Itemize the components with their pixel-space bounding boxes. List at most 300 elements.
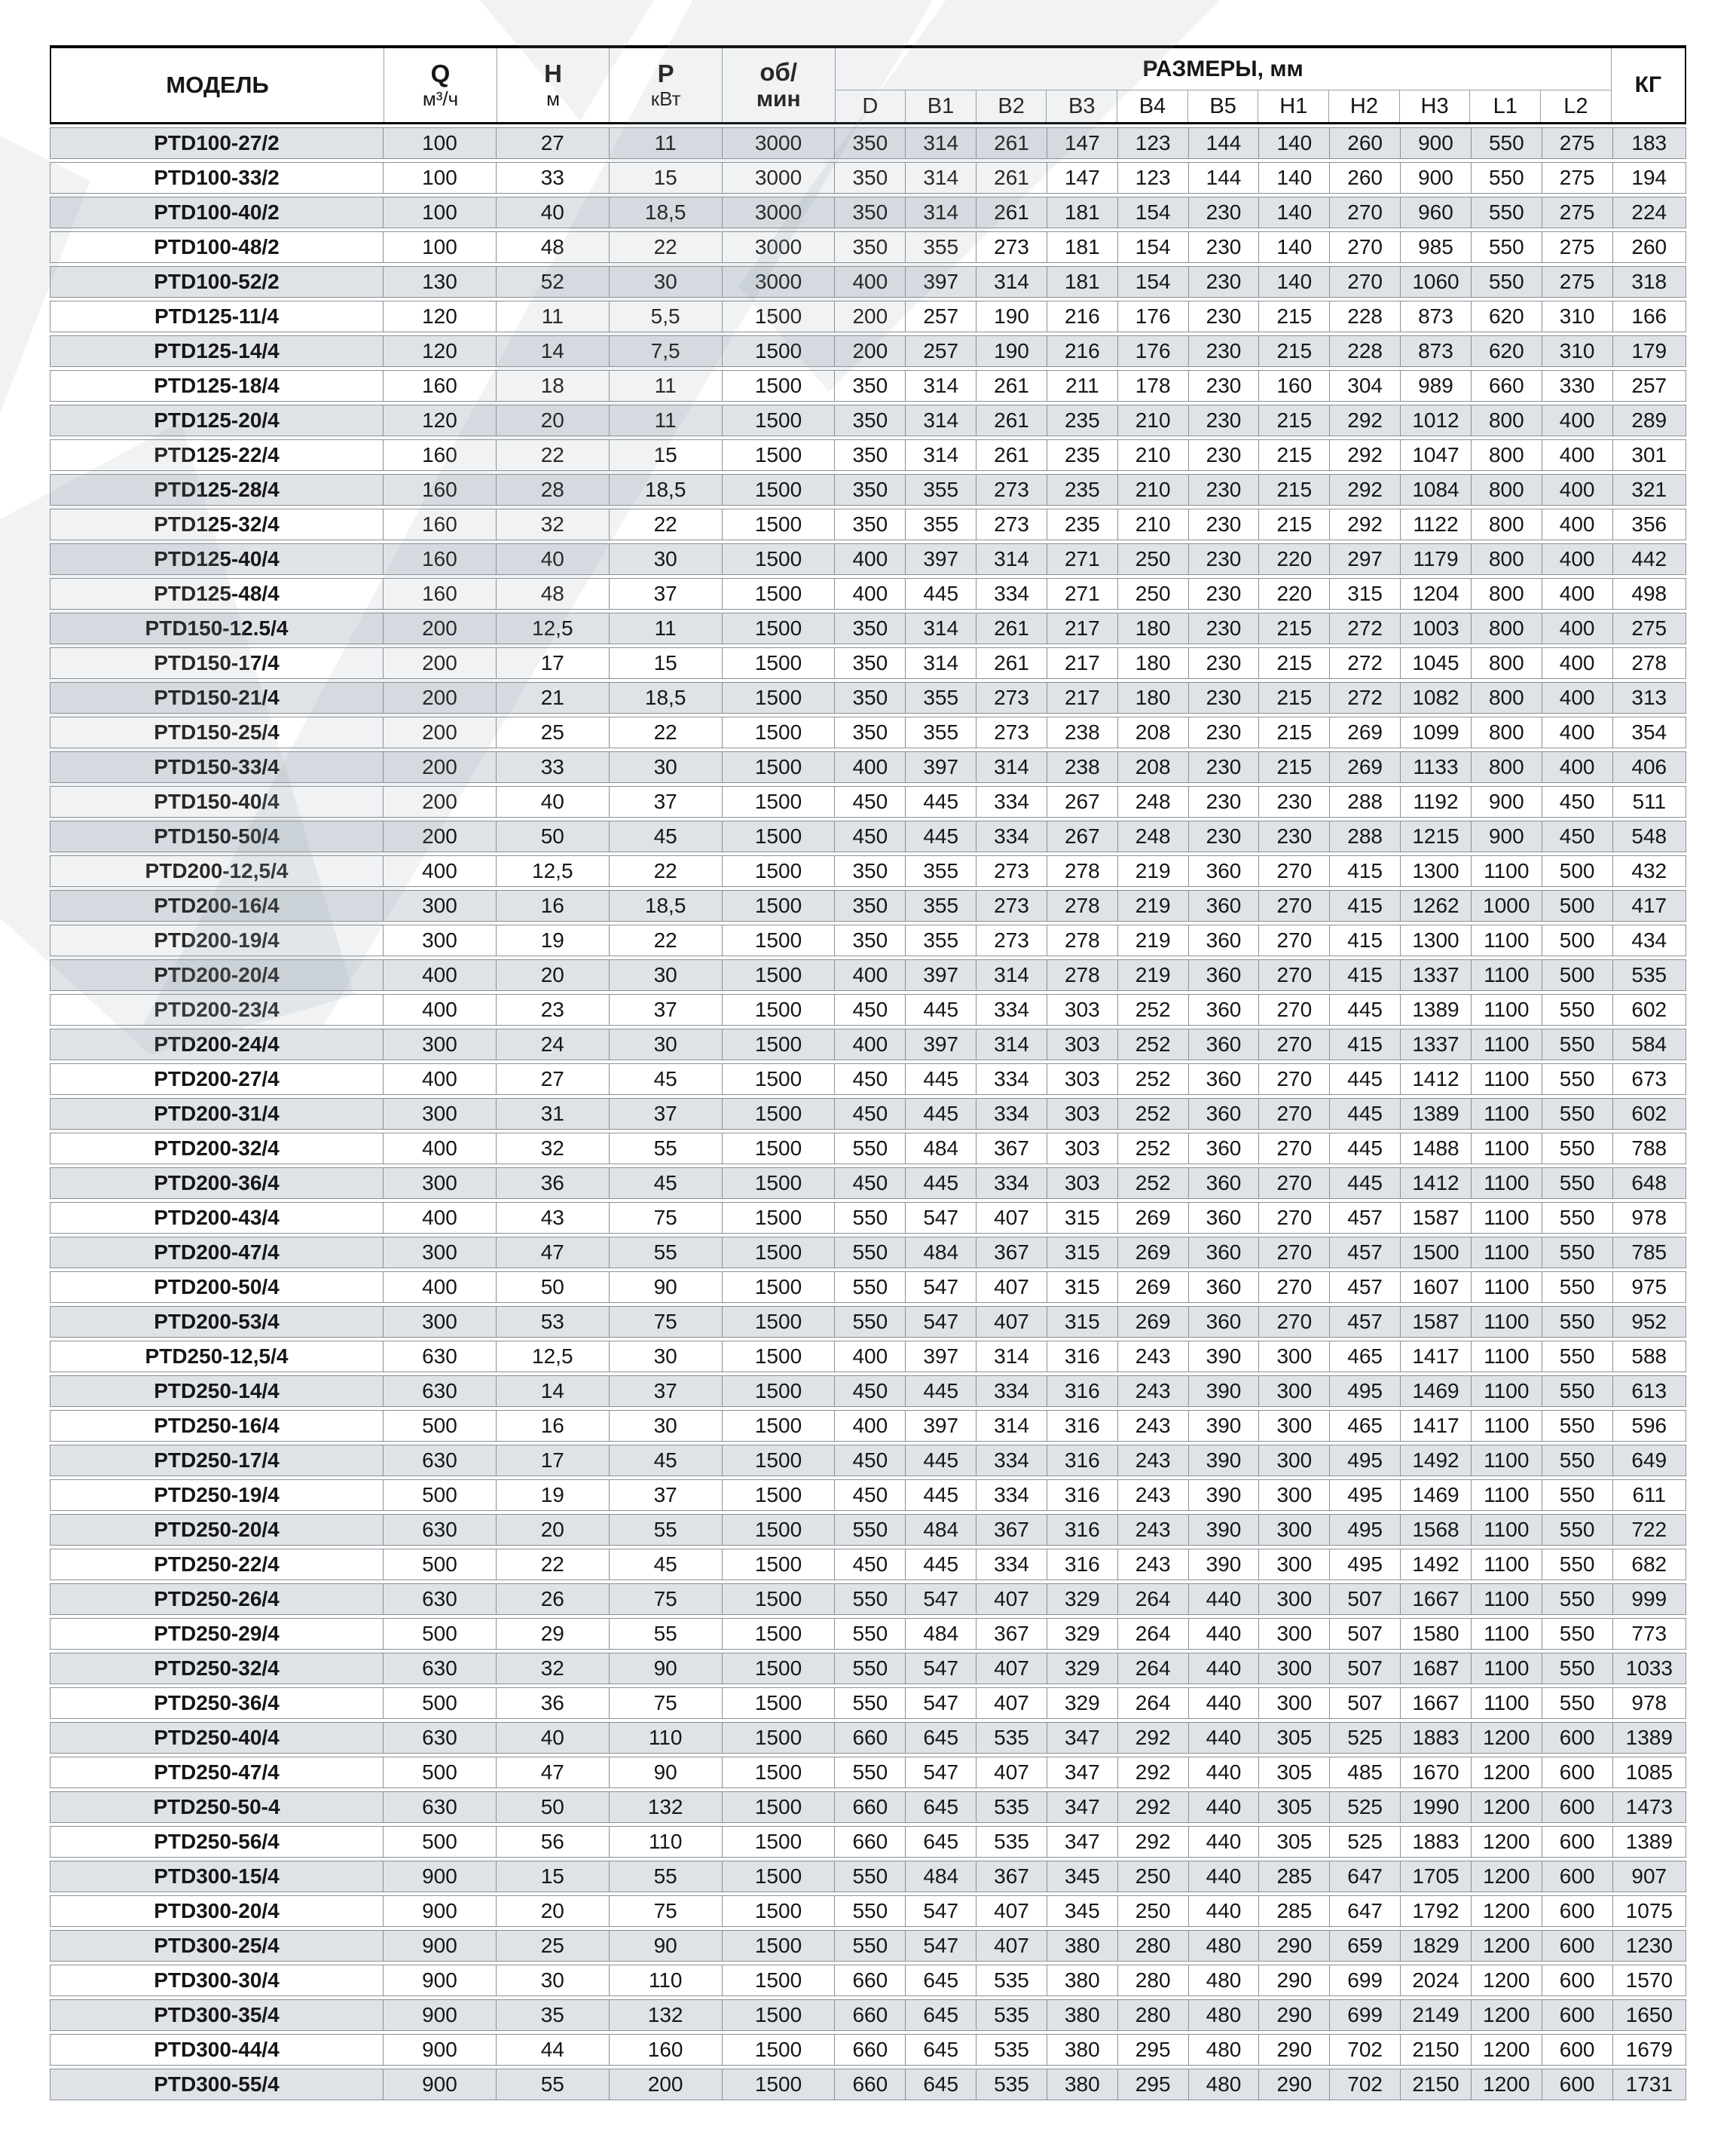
value-cell: 270 (1258, 1167, 1329, 1199)
value-cell: 800 (1471, 647, 1542, 679)
value-cell: 334 (976, 1375, 1047, 1407)
value-cell: 440 (1188, 1618, 1259, 1650)
table-row (50, 647, 1686, 679)
table-row (50, 197, 1686, 228)
value-cell: 110 (609, 1722, 722, 1754)
value-cell: 450 (834, 1375, 905, 1407)
value-cell: 547 (905, 1202, 976, 1234)
value-cell: 442 (1612, 543, 1686, 575)
value-cell: 1607 (1400, 1271, 1471, 1303)
value-cell: 1100 (1471, 959, 1542, 991)
value-cell: 1500 (722, 1895, 835, 1927)
value-cell: 310 (1542, 301, 1612, 332)
value-cell: 303 (1047, 1029, 1117, 1060)
value-cell: 400 (1542, 509, 1612, 540)
value-cell: 154 (1117, 231, 1188, 263)
value-cell: 215 (1258, 717, 1329, 748)
value-cell: 215 (1258, 335, 1329, 367)
column-header-b4: B4 (1117, 90, 1187, 122)
value-cell: 535 (976, 1826, 1047, 1858)
value-cell: 267 (1047, 786, 1117, 818)
model-cell: PTD250-40/4 (50, 1722, 383, 1754)
value-cell: 400 (834, 543, 905, 575)
value-cell: 465 (1329, 1341, 1400, 1372)
value-cell: 314 (976, 543, 1047, 575)
value-cell: 550 (834, 1895, 905, 1927)
value-cell: 550 (1542, 1653, 1612, 1684)
value-cell: 278 (1047, 855, 1117, 887)
value-cell: 250 (1117, 1895, 1188, 1927)
value-cell: 1829 (1400, 1930, 1471, 1962)
table-row (50, 2034, 1686, 2066)
value-cell: 290 (1258, 2034, 1329, 2066)
value-cell: 216 (1047, 335, 1117, 367)
value-cell: 584 (1612, 1029, 1686, 1060)
value-cell: 1100 (1471, 1237, 1542, 1268)
value-cell: 985 (1400, 231, 1471, 263)
value-cell: 243 (1117, 1341, 1188, 1372)
value-cell: 457 (1329, 1306, 1400, 1338)
value-cell: 550 (1542, 1479, 1612, 1511)
value-cell: 1679 (1612, 2034, 1686, 2066)
value-cell: 900 (383, 1895, 496, 1927)
value-cell: 1417 (1400, 1341, 1471, 1372)
value-cell: 407 (976, 1202, 1047, 1234)
value-cell: 500 (383, 1410, 496, 1442)
value-cell: 500 (383, 1826, 496, 1858)
value-cell: 1500 (722, 890, 835, 922)
value-cell: 1731 (1612, 2069, 1686, 2100)
value-cell: 5,5 (609, 301, 722, 332)
value-cell: 47 (496, 1757, 609, 1788)
value-cell: 600 (1542, 1791, 1612, 1823)
value-cell: 1100 (1471, 1133, 1542, 1164)
value-cell: 702 (1329, 2034, 1400, 2066)
value-cell: 440 (1188, 1653, 1259, 1684)
value-cell: 292 (1329, 405, 1400, 436)
value-cell: 1337 (1400, 1029, 1471, 1060)
value-cell: 55 (609, 1237, 722, 1268)
value-cell: 31 (496, 1098, 609, 1130)
value-cell: 1500 (722, 1410, 835, 1442)
value-cell: 800 (1471, 717, 1542, 748)
value-cell: 53 (496, 1306, 609, 1338)
value-cell: 215 (1258, 509, 1329, 540)
table-row (50, 509, 1686, 540)
value-cell: 11 (496, 301, 609, 332)
value-cell: 176 (1117, 301, 1188, 332)
value-cell: 1100 (1471, 994, 1542, 1026)
value-cell: 900 (383, 1861, 496, 1892)
value-cell: 123 (1117, 127, 1188, 159)
value-cell: 350 (834, 613, 905, 644)
value-cell: 800 (1471, 543, 1542, 575)
value-cell: 45 (609, 1063, 722, 1095)
model-cell: PTD250-36/4 (50, 1687, 383, 1719)
value-cell: 347 (1047, 1722, 1117, 1754)
value-cell: 355 (905, 890, 976, 922)
model-cell: PTD200-23/4 (50, 994, 383, 1026)
value-cell: 50 (496, 1791, 609, 1823)
value-cell: 400 (1542, 474, 1612, 506)
value-cell: 300 (1258, 1653, 1329, 1684)
value-cell: 334 (976, 1445, 1047, 1476)
value-cell: 260 (1612, 231, 1686, 263)
value-cell: 400 (834, 266, 905, 298)
value-cell: 50 (496, 821, 609, 852)
value-cell: 305 (1258, 1722, 1329, 1754)
value-cell: 1500 (722, 1930, 835, 1962)
value-cell: 1500 (722, 1306, 835, 1338)
value-cell: 873 (1400, 301, 1471, 332)
value-cell: 29 (496, 1618, 609, 1650)
value-cell: 47 (496, 1237, 609, 1268)
value-cell: 20 (496, 405, 609, 436)
value-cell: 360 (1188, 1271, 1259, 1303)
value-cell: 1500 (722, 1583, 835, 1615)
table-row (50, 1271, 1686, 1303)
value-cell: 334 (976, 1063, 1047, 1095)
value-cell: 495 (1329, 1445, 1400, 1476)
value-cell: 1500 (722, 1826, 835, 1858)
value-cell: 27 (496, 127, 609, 159)
model-cell: PTD150-33/4 (50, 751, 383, 783)
value-cell: 230 (1188, 543, 1259, 575)
value-cell: 160 (383, 578, 496, 610)
value-cell: 800 (1471, 474, 1542, 506)
value-cell: 15 (496, 1861, 609, 1892)
value-cell: 1792 (1400, 1895, 1471, 1927)
value-cell: 303 (1047, 1133, 1117, 1164)
value-cell: 1082 (1400, 682, 1471, 714)
value-cell: 22 (609, 925, 722, 956)
value-cell: 300 (383, 1306, 496, 1338)
value-cell: 305 (1258, 1791, 1329, 1823)
value-cell: 261 (976, 647, 1047, 679)
value-cell: 440 (1188, 1826, 1259, 1858)
value-cell: 1100 (1471, 1063, 1542, 1095)
value-cell: 480 (1188, 1965, 1259, 1996)
value-cell: 660 (834, 2034, 905, 2066)
value-cell: 3000 (722, 162, 835, 194)
value-cell: 75 (609, 1306, 722, 1338)
value-cell: 450 (834, 821, 905, 852)
value-cell: 600 (1542, 1722, 1612, 1754)
value-cell: 1084 (1400, 474, 1471, 506)
value-cell: 252 (1117, 1063, 1188, 1095)
value-cell: 400 (1542, 405, 1612, 436)
value-cell: 269 (1329, 717, 1400, 748)
value-cell: 2150 (1400, 2069, 1471, 2100)
value-cell: 390 (1188, 1410, 1259, 1442)
value-cell: 1500 (722, 786, 835, 818)
value-cell: 295 (1117, 2069, 1188, 2100)
value-cell: 100 (383, 231, 496, 263)
value-cell: 23 (496, 994, 609, 1026)
value-cell: 550 (834, 1271, 905, 1303)
value-cell: 611 (1612, 1479, 1686, 1511)
value-cell: 500 (383, 1687, 496, 1719)
value-cell: 350 (834, 405, 905, 436)
value-cell: 1500 (722, 1965, 835, 1996)
value-cell: 699 (1329, 1965, 1400, 1996)
value-cell: 390 (1188, 1514, 1259, 1546)
value-cell: 1580 (1400, 1618, 1471, 1650)
value-cell: 550 (834, 1133, 905, 1164)
value-cell: 1100 (1471, 1341, 1542, 1372)
value-cell: 1047 (1400, 439, 1471, 471)
value-cell: 350 (834, 474, 905, 506)
value-cell: 550 (834, 1757, 905, 1788)
value-cell: 30 (609, 543, 722, 575)
model-cell: PTD300-55/4 (50, 2069, 383, 2100)
value-cell: 588 (1612, 1341, 1686, 1372)
value-cell: 55 (609, 1861, 722, 1892)
value-cell: 1500 (722, 1133, 835, 1164)
value-cell: 270 (1258, 1098, 1329, 1130)
value-cell: 1500 (722, 1167, 835, 1199)
value-cell: 649 (1612, 1445, 1686, 1476)
value-cell: 269 (1117, 1237, 1188, 1268)
value-cell: 550 (1471, 162, 1542, 194)
value-cell: 978 (1612, 1202, 1686, 1234)
value-cell: 18,5 (609, 890, 722, 922)
value-cell: 228 (1329, 335, 1400, 367)
value-cell: 380 (1047, 2034, 1117, 2066)
value-cell: 33 (496, 162, 609, 194)
value-cell: 30 (609, 1410, 722, 1442)
value-cell: 252 (1117, 1029, 1188, 1060)
value-cell: 1389 (1400, 1098, 1471, 1130)
value-cell: 261 (976, 127, 1047, 159)
column-header-b5: B5 (1187, 90, 1258, 122)
table-row (50, 613, 1686, 644)
value-cell: 75 (609, 1202, 722, 1234)
value-cell: 630 (383, 1653, 496, 1684)
value-cell: 21 (496, 682, 609, 714)
table-row (50, 1757, 1686, 1788)
value-cell: 3000 (722, 127, 835, 159)
value-cell: 219 (1117, 890, 1188, 922)
model-cell: PTD250-22/4 (50, 1549, 383, 1580)
value-cell: 400 (1542, 682, 1612, 714)
value-cell: 300 (1258, 1375, 1329, 1407)
value-cell: 230 (1188, 647, 1259, 679)
value-cell: 873 (1400, 335, 1471, 367)
value-cell: 12,5 (496, 855, 609, 887)
value-cell: 445 (905, 1479, 976, 1511)
value-cell: 350 (834, 439, 905, 471)
value-cell: 484 (905, 1514, 976, 1546)
value-cell: 16 (496, 890, 609, 922)
value-cell: 217 (1047, 682, 1117, 714)
value-cell: 334 (976, 578, 1047, 610)
value-cell: 16 (496, 1410, 609, 1442)
value-cell: 37 (609, 578, 722, 610)
value-cell: 160 (383, 543, 496, 575)
value-cell: 525 (1329, 1791, 1400, 1823)
value-cell: 645 (905, 2069, 976, 2100)
model-cell: PTD150-21/4 (50, 682, 383, 714)
value-cell: 1500 (722, 1791, 835, 1823)
value-cell: 300 (1258, 1687, 1329, 1719)
h-unit: м (546, 87, 560, 110)
value-cell: 270 (1258, 925, 1329, 956)
table-row (50, 1549, 1686, 1580)
value-cell: 292 (1329, 509, 1400, 540)
value-cell: 432 (1612, 855, 1686, 887)
value-cell: 217 (1047, 647, 1117, 679)
value-cell: 1500 (722, 1341, 835, 1372)
table-row (50, 682, 1686, 714)
value-cell: 230 (1188, 509, 1259, 540)
value-cell: 660 (834, 1965, 905, 1996)
value-cell: 334 (976, 1479, 1047, 1511)
value-cell: 267 (1047, 821, 1117, 852)
value-cell: 345 (1047, 1895, 1117, 1927)
value-cell: 600 (1542, 2069, 1612, 2100)
value-cell: 484 (905, 1237, 976, 1268)
value-cell: 120 (383, 405, 496, 436)
value-cell: 440 (1188, 1791, 1259, 1823)
value-cell: 535 (976, 1791, 1047, 1823)
value-cell: 261 (976, 439, 1047, 471)
value-cell: 397 (905, 751, 976, 783)
model-cell: PTD300-20/4 (50, 1895, 383, 1927)
value-cell: 147 (1047, 127, 1117, 159)
value-cell: 55 (609, 1133, 722, 1164)
value-cell: 660 (834, 1791, 905, 1823)
value-cell: 682 (1612, 1549, 1686, 1580)
value-cell: 292 (1329, 474, 1400, 506)
value-cell: 415 (1329, 1029, 1400, 1060)
value-cell: 180 (1117, 647, 1188, 679)
value-cell: 397 (905, 959, 976, 991)
model-cell: PTD200-36/4 (50, 1167, 383, 1199)
column-header-h3: H3 (1399, 90, 1470, 122)
column-header-h (497, 48, 610, 122)
value-cell: 800 (1471, 613, 1542, 644)
value-cell: 22 (609, 509, 722, 540)
value-cell: 316 (1047, 1514, 1117, 1546)
value-cell: 440 (1188, 1757, 1259, 1788)
value-cell: 450 (834, 1445, 905, 1476)
value-cell: 154 (1117, 197, 1188, 228)
value-cell: 550 (1542, 1271, 1612, 1303)
q-unit: м³/ч (422, 87, 459, 110)
value-cell: 300 (1258, 1445, 1329, 1476)
value-cell: 1500 (722, 1722, 835, 1754)
value-cell: 1500 (722, 578, 835, 610)
value-cell: 397 (905, 266, 976, 298)
value-cell: 30 (609, 1341, 722, 1372)
value-cell: 272 (1329, 613, 1400, 644)
value-cell: 32 (496, 1133, 609, 1164)
value-cell: 329 (1047, 1618, 1117, 1650)
value-cell: 507 (1329, 1583, 1400, 1615)
value-cell: 292 (1117, 1757, 1188, 1788)
value-cell: 445 (905, 1063, 976, 1095)
value-cell: 1300 (1400, 855, 1471, 887)
value-cell: 176 (1117, 335, 1188, 367)
value-cell: 144 (1188, 127, 1259, 159)
value-cell: 367 (976, 1861, 1047, 1892)
value-cell: 525 (1329, 1826, 1400, 1858)
value-cell: 800 (1471, 578, 1542, 610)
model-cell: PTD125-40/4 (50, 543, 383, 575)
value-cell: 360 (1188, 1202, 1259, 1234)
table-row (50, 1861, 1686, 1892)
value-cell: 645 (905, 1791, 976, 1823)
value-cell: 900 (1471, 821, 1542, 852)
value-cell: 55 (609, 1618, 722, 1650)
value-cell: 699 (1329, 1999, 1400, 2031)
value-cell: 500 (1542, 890, 1612, 922)
value-cell: 400 (834, 959, 905, 991)
value-cell: 550 (834, 1514, 905, 1546)
value-cell: 434 (1612, 925, 1686, 956)
value-cell: 17 (496, 1445, 609, 1476)
value-cell: 270 (1258, 959, 1329, 991)
table-row (50, 2069, 1686, 2100)
value-cell: 235 (1047, 405, 1117, 436)
value-cell: 450 (834, 786, 905, 818)
value-cell: 350 (834, 925, 905, 956)
value-cell: 630 (383, 1445, 496, 1476)
value-cell: 440 (1188, 1895, 1259, 1927)
table-row (50, 1202, 1686, 1234)
value-cell: 495 (1329, 1375, 1400, 1407)
value-cell: 547 (905, 1687, 976, 1719)
value-cell: 40 (496, 1722, 609, 1754)
table-row (50, 1341, 1686, 1372)
value-cell: 550 (1471, 197, 1542, 228)
value-cell: 1500 (722, 1029, 835, 1060)
value-cell: 1500 (722, 647, 835, 679)
value-cell: 210 (1117, 474, 1188, 506)
value-cell: 907 (1612, 1861, 1686, 1892)
value-cell: 40 (496, 786, 609, 818)
value-cell: 1200 (1471, 1791, 1542, 1823)
value-cell: 1670 (1400, 1757, 1471, 1788)
value-cell: 273 (976, 231, 1047, 263)
value-cell: 272 (1329, 647, 1400, 679)
value-cell: 261 (976, 162, 1047, 194)
value-cell: 160 (383, 509, 496, 540)
value-cell: 550 (1542, 1133, 1612, 1164)
value-cell: 347 (1047, 1826, 1117, 1858)
table-row (50, 127, 1686, 159)
value-cell: 230 (1258, 821, 1329, 852)
value-cell: 318 (1612, 266, 1686, 298)
value-cell: 645 (905, 1722, 976, 1754)
model-cell: PTD250-32/4 (50, 1653, 383, 1684)
value-cell: 248 (1117, 786, 1188, 818)
value-cell: 999 (1612, 1583, 1686, 1615)
value-cell: 18,5 (609, 682, 722, 714)
value-cell: 535 (976, 1999, 1047, 2031)
value-cell: 219 (1117, 855, 1188, 887)
column-header-model: МОДЕЛЬ (166, 71, 269, 98)
value-cell: 445 (905, 1098, 976, 1130)
h-label: Н (544, 60, 562, 88)
value-cell: 550 (1542, 1445, 1612, 1476)
value-cell: 1587 (1400, 1306, 1471, 1338)
value-cell: 219 (1117, 959, 1188, 991)
value-cell: 11 (609, 127, 722, 159)
value-cell: 400 (383, 959, 496, 991)
value-cell: 315 (1047, 1271, 1117, 1303)
